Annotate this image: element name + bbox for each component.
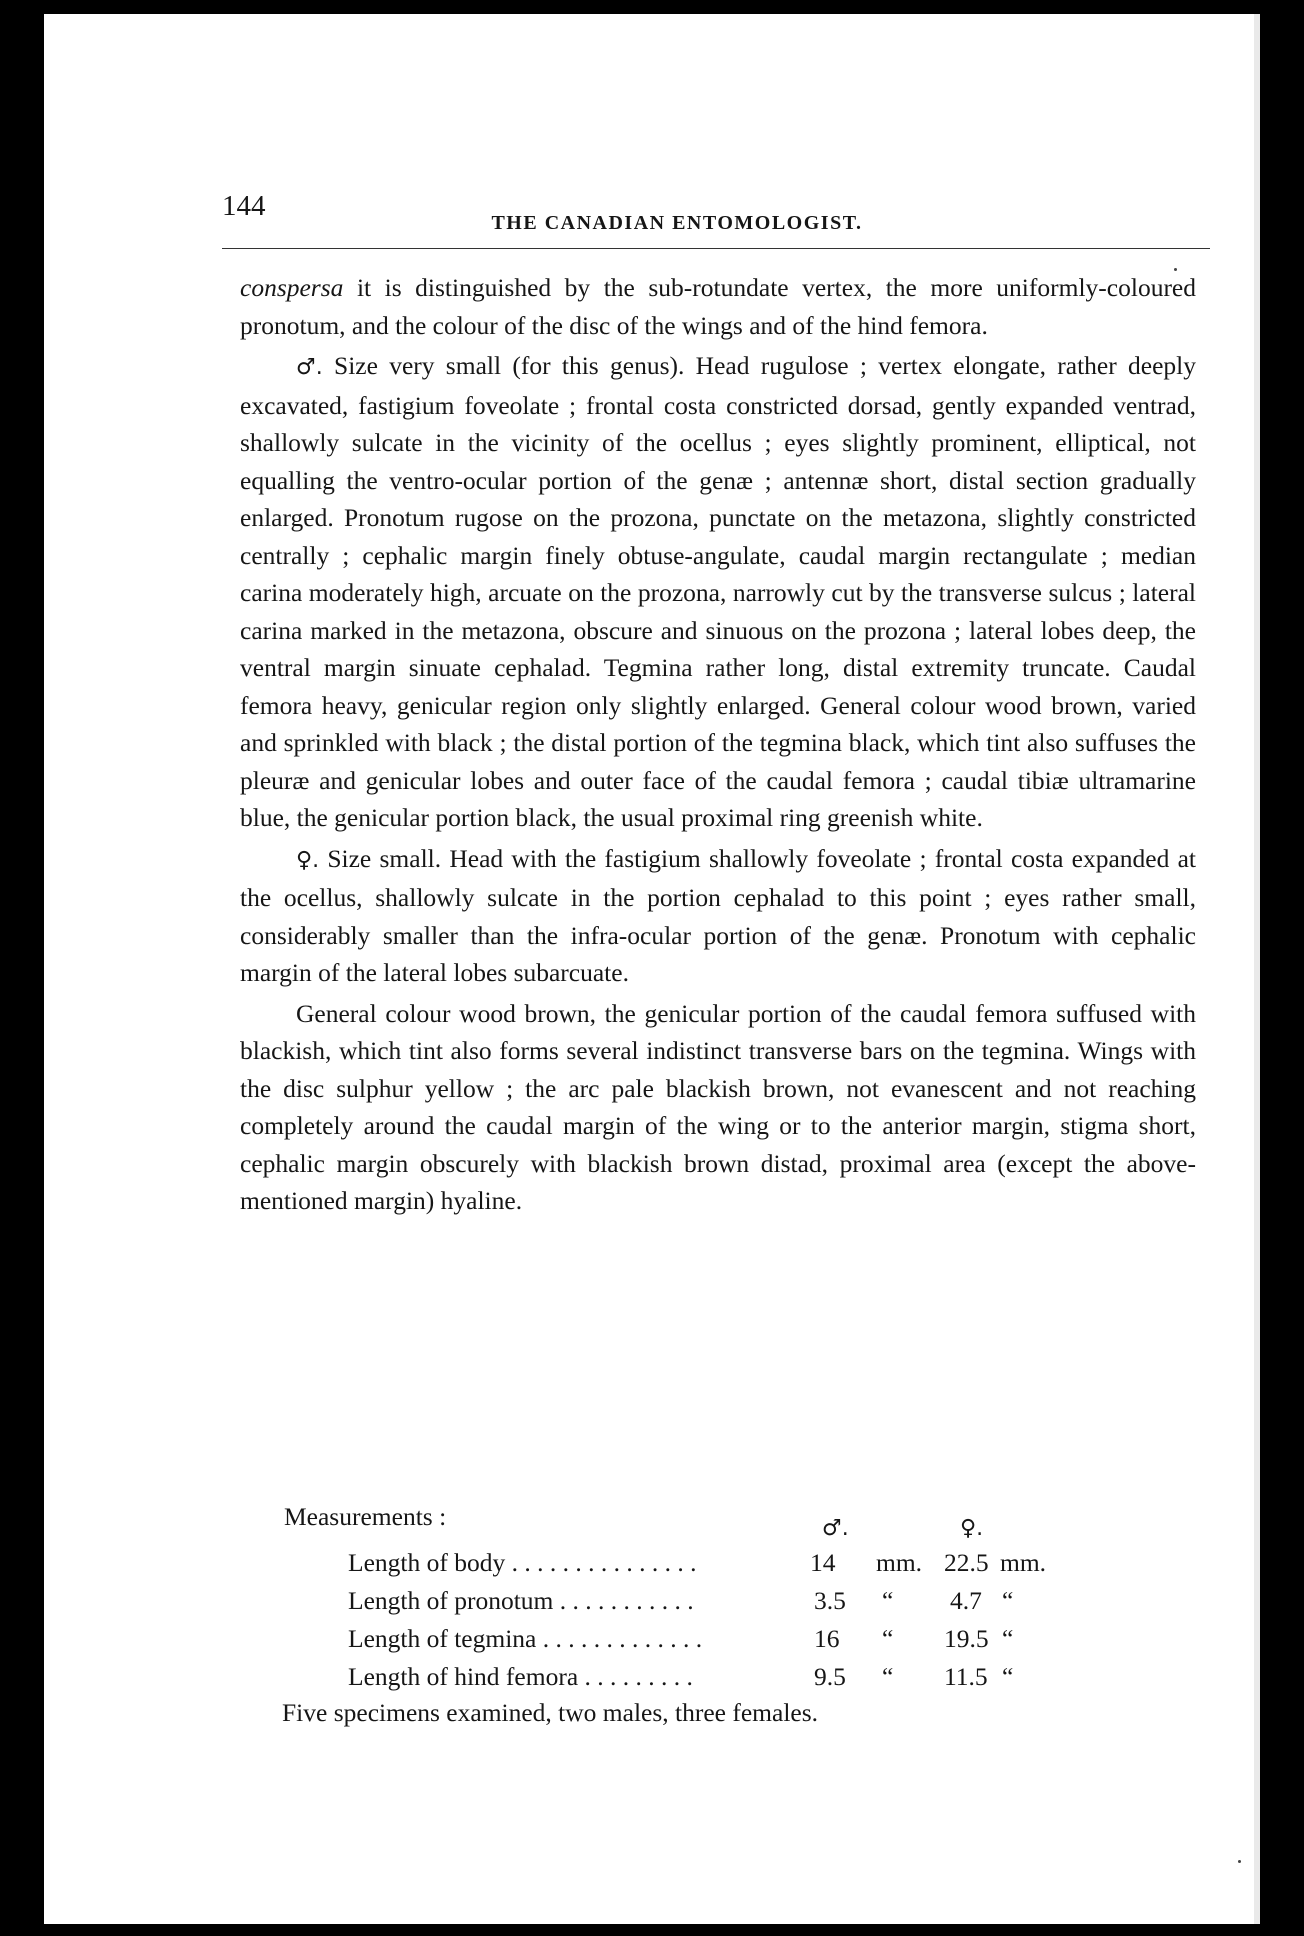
page-number: 144 [222,190,266,222]
table-row [348,1662,1068,1698]
measurements-title: Measurements : [284,1502,447,1531]
male-unit: “ [882,1624,894,1653]
male-unit: “ [882,1586,894,1615]
row-label: Length of body . . . . . . . . . . . . . . . [348,1548,697,1577]
table-row [348,1624,1068,1660]
male-symbol: ♂. [296,355,323,380]
female-unit: mm. [1000,1548,1047,1577]
female-column-header: ♀. [960,1516,984,1541]
page-header [222,174,1132,244]
binding-edge [1254,14,1260,1924]
paragraph-text: Size very small (for this genus). Head rugulose ; vertex elongate, rather deeply excavated, fastigium foveolate ; frontal costa constricted dorsad, gently expanded ventrad, shallowly sulcate in the vicinity of the ocellus ; eyes slightly prominent, elliptical, not equalling the ventro-ocular portion of the genæ ; antennæ short, distal section gradually enlarged. Pronotum rugose on the prozona, punctate on the metazona, slightly constricted centrally ; cephalic margin finely obtuse-angulate, caudal margin rectangulate ; median carina moderately high, arcuate on the prozona, narrowly cut by the transverse sulcus ; lateral carina marked in the metazona, obscure and sinuous on the prozona ; lateral lobes deep, the ventral margin sinuate cephalad. Tegmina rather long, distal extremity truncate. Caudal femora heavy, genicular region only slightly enlarged. General colour wood brown, varied and sprinkled with black ; the distal portion of the tegmina black, which tint also suffuses the pleuræ and genicular lobes and outer face of the caudal femora ; caudal tibiæ ultramarine blue, the genicular portion black, the usual proximal ring greenish white. [240,351,1196,832]
male-column-header: ♂. [822,1516,849,1541]
paragraph-colour-description: General colour wood brown, the genicular portion of the caudal femora suffused with blackish, which tint also forms several indistinct transverse bars on the tegmina. Wings with the disc sulphur yellow ; the arc pale blackish brown, not evanescent and not reaching completely around the caudal margin of the wing or to the anterior margin, stigma short, cephalic margin obscurely with blackish brown distad, proximal area (except the above-mentioned margin) hyaline. [240,998,1196,1215]
body-text [240,269,1196,1223]
female-unit: “ [1002,1586,1014,1615]
paragraph-text: it is distinguished by the sub-rotundate vertex, the more uniformly-coloured pronotum, and the colour of the disc of the wings and of the hind femora. [240,273,1196,340]
male-value: 9.5 [814,1662,846,1691]
female-unit: “ [1002,1624,1014,1653]
row-label: Length of hind femora . . . . . . . . . [348,1662,693,1691]
running-title: THE CANADIAN ENTOMOLOGIST. [491,212,863,234]
paragraph-female-description [240,840,1196,992]
male-value: 16 [814,1624,840,1653]
specimens-note: Five specimens examined, two males, three females. [282,1698,819,1727]
print-speck [1174,268,1177,271]
female-value: 22.5 [944,1548,989,1577]
table-row [348,1548,1068,1584]
female-value: 19.5 [944,1624,989,1653]
female-value: 4.7 [950,1586,982,1615]
species-name: conspersa [240,273,344,302]
print-speck [1238,1860,1241,1863]
paragraph-text: Size small. Head with the fastigium shallowly foveolate ; frontal costa expanded at the ocellus, shallowly sulcate in the portion cephalad to this point ; eyes rather small, considerably smaller than the infra-ocular portion of the genæ. Pronotum with cephalic margin of the lateral lobes subarcuate. [240,843,1196,987]
row-label: Length of pronotum . . . . . . . . . . . [348,1586,694,1615]
book-page [44,14,1254,1924]
female-unit: “ [1002,1662,1014,1691]
female-value: 11.5 [944,1662,988,1691]
male-value: 14 [810,1548,836,1577]
male-unit: “ [882,1662,894,1691]
female-symbol: ♀. [296,847,320,873]
row-label: Length of tegmina . . . . . . . . . . . . . [348,1624,703,1653]
table-row [348,1586,1068,1622]
paragraph-continuation [240,269,1196,344]
male-unit: mm. [876,1548,923,1577]
male-value: 3.5 [814,1586,846,1615]
header-rule [222,248,1210,249]
paragraph-male-description [240,347,1196,837]
